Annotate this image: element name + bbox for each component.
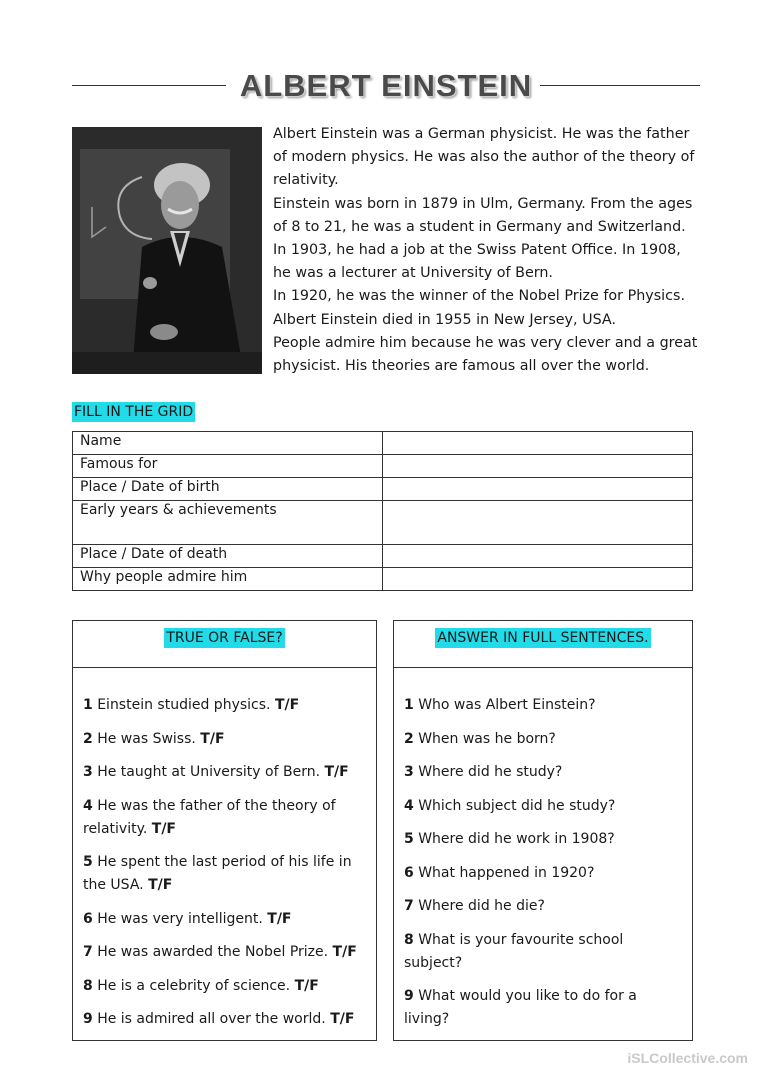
grid-label: Famous for <box>73 455 383 478</box>
grid-label: Place / Date of birth <box>73 478 383 501</box>
grid-answer-cell[interactable] <box>383 501 693 545</box>
bio-paragraph: Einstein was born in 1879 in Ulm, Germany. From the ages of 8 to 21, he was a student in Germany and Switzerland. In 1903, he had a job at the Swiss Patent Office. In 1908, he was a lecturer at University of Bern. <box>273 195 693 282</box>
tf-mark[interactable]: T/F <box>151 820 176 837</box>
list-item: 7 Where did he die? <box>404 898 545 914</box>
list-item: 2 When was he born? <box>404 730 556 747</box>
grid-answer-cell[interactable] <box>383 455 693 478</box>
list-item: 8 What is your favourite school subject? <box>404 931 624 971</box>
true-false-title: TRUE OR FALSE? <box>166 630 283 646</box>
tf-mark[interactable]: T/F <box>200 730 225 747</box>
list-item: 7 He was awarded the Nobel Prize. T/F <box>83 944 357 960</box>
grid-label: Name <box>73 432 383 455</box>
list-item: 2 He was Swiss. T/F <box>83 730 225 747</box>
tf-mark[interactable]: T/F <box>148 877 173 893</box>
list-item: 6 What happened in 1920? <box>404 864 595 881</box>
grid-row <box>73 432 693 455</box>
list-item: 8 He is a celebrity of science. T/F <box>83 977 319 994</box>
tf-mark[interactable]: T/F <box>274 697 300 713</box>
list-item: 9 He is admired all over the world. T/F <box>83 1011 355 1027</box>
questions-list <box>394 668 692 1031</box>
list-item: 4 He was the father of the theory of relativity. T/F <box>83 797 336 837</box>
tf-mark[interactable]: T/F <box>294 977 319 994</box>
list-item: 9 What would you like to do for a living? <box>404 988 637 1027</box>
list-item: 5 Where did he work in 1908? <box>404 831 615 847</box>
bio-paragraph: In 1920, he was the winner of the Nobel Prize for Physics. Albert Einstein died in 1955 in New Jersey, USA. <box>273 288 686 328</box>
grid-label: Place / Date of death <box>73 545 383 568</box>
bio-paragraph: Albert Einstein was a German physicist. He was the father of modern physics. He was also the author of the theory of relativity. <box>273 126 695 189</box>
bio-paragraph: People admire him because he was very clever and a great physicist. His theories are famous all over the world. <box>273 334 698 375</box>
tf-mark[interactable]: T/F <box>332 944 357 960</box>
grid-row <box>73 501 693 545</box>
list-item: 5 He spent the last period of his life in the USA. T/F <box>83 854 352 893</box>
grid-answer-cell[interactable] <box>383 568 693 591</box>
fill-in-grid <box>72 431 693 591</box>
grid-row <box>73 568 693 591</box>
page-title: ALBERT EINSTEIN <box>239 68 533 103</box>
title-area <box>72 68 700 108</box>
true-false-header <box>73 621 376 667</box>
grid-answer-cell[interactable] <box>383 545 693 568</box>
list-item: 3 He taught at University of Bern. T/F <box>83 764 349 780</box>
grid-answer-cell[interactable] <box>383 478 693 501</box>
list-item: 4 Which subject did he study? <box>404 797 616 814</box>
grid-answer-cell[interactable] <box>383 432 693 455</box>
grid-row <box>73 455 693 478</box>
grid-row <box>73 478 693 501</box>
biography-text <box>273 123 703 378</box>
true-false-list <box>73 668 376 1031</box>
true-false-box <box>72 620 377 1041</box>
grid-heading <box>72 401 195 422</box>
grid-row <box>73 545 693 568</box>
portrait-illustration <box>72 127 262 374</box>
questions-header <box>394 621 692 667</box>
grid-label: Early years & achievements <box>73 501 383 545</box>
site-watermark: iSLCollective.com <box>627 1050 748 1066</box>
list-item: 1 Einstein studied physics. T/F <box>83 697 300 713</box>
tf-mark[interactable]: T/F <box>324 764 349 780</box>
list-item: 3 Where did he study? <box>404 764 563 780</box>
questions-title: ANSWER IN FULL SENTENCES. <box>437 630 649 646</box>
questions-box <box>393 620 693 1041</box>
title-rule-right <box>540 85 700 86</box>
list-item: 6 He was very intelligent. T/F <box>83 910 292 927</box>
tf-mark[interactable]: T/F <box>267 910 292 927</box>
list-item: 1 Who was Albert Einstein? <box>404 697 596 713</box>
einstein-photo <box>72 127 262 374</box>
grid-heading-label: FILL IN THE GRID <box>74 404 194 420</box>
tf-mark[interactable]: T/F <box>330 1011 355 1027</box>
grid-label: Why people admire him <box>73 568 383 591</box>
